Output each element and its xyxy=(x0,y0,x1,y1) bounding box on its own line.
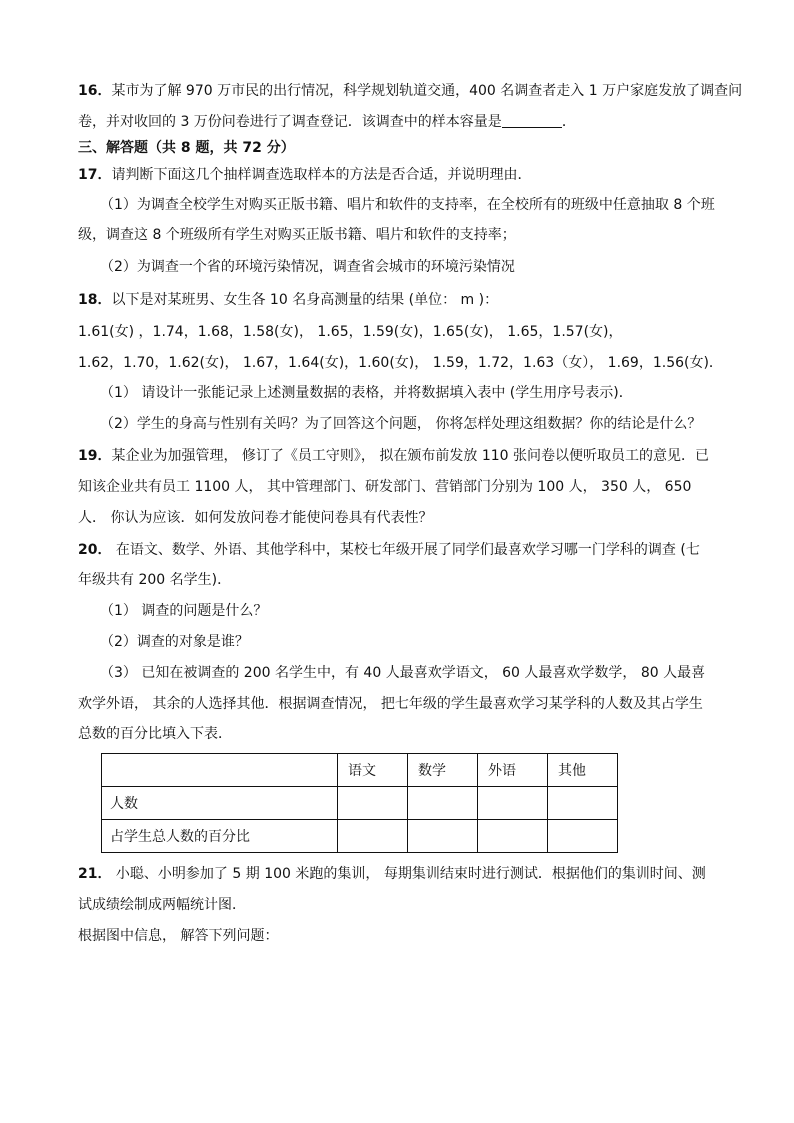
q18-data-line2: 1.62，1.70，1.62(女)， 1.67，1.64(女)，1.60(女)， 1.59，1.72，1.63（女）， 1.69，1.56(女)． xyxy=(78,355,723,371)
q21-line3: 根据图中信息， 解答下列问题： xyxy=(78,928,279,944)
answer-cell[interactable] xyxy=(408,820,478,853)
q20-line2: 年级共有 200 名学生)． xyxy=(78,572,232,588)
q21-line1 xyxy=(78,864,706,884)
answer-blank[interactable] xyxy=(502,113,562,128)
table-header-math: 数学 xyxy=(408,754,478,787)
row-label-percentage: 占学生总人数的百分比 xyxy=(102,820,338,853)
q17-part1-line2: 级，调查这 8 个班级所有学生对购买正版书籍、唱片和软件的支持率； xyxy=(78,227,516,243)
table-header-row xyxy=(102,754,618,787)
q20-part3-line3: 总数的百分比填入下表． xyxy=(78,726,232,742)
q21-number: 21． xyxy=(78,866,112,882)
q19-line2: 知该企业共有员工 1100 人， 其中管理部门、研发部门、营销部门分别为 100 人， 350 人， 650 xyxy=(78,479,692,495)
q18-data-line1: 1.61(女) ，1.74，1.68，1.58(女)， 1.65，1.59(女)，1.65(女)， 1.65，1.57(女)， xyxy=(78,324,623,340)
q21-text-1: 小聪、小明参加了 5 期 100 米跑的集训， 每期集训结束时进行测试．根据他们的集训时间、测 xyxy=(111,866,706,882)
q17-part1-line1: （1）为调查全校学生对购买正版书籍、唱片和软件的支持率，在全校所有的班级中任意抽取 8 个班 xyxy=(100,197,715,213)
q20-part3-line1: （3） 已知在被调查的 200 名学生中，有 40 人最喜欢学语文， 60 人最喜欢学数学， 80 人最喜 xyxy=(100,665,706,681)
q20-part1: （1） 调查的问题是什么？ xyxy=(100,603,268,619)
answer-cell[interactable] xyxy=(338,787,408,820)
answer-cell[interactable] xyxy=(338,820,408,853)
q19-line3: 人． 你认为应该．如何发放问卷才能使问卷具有代表性？ xyxy=(78,510,433,526)
row-label-count: 人数 xyxy=(102,787,338,820)
answer-cell[interactable] xyxy=(548,787,618,820)
q18-stem-line xyxy=(78,290,498,310)
q16-line2 xyxy=(78,112,576,132)
table-row xyxy=(102,787,618,820)
section-heading: 三、解答题（共 8 题，共 72 分） xyxy=(78,140,295,156)
q20-line1 xyxy=(78,540,700,560)
answer-cell[interactable] xyxy=(478,820,548,853)
answer-cell[interactable] xyxy=(478,787,548,820)
table-header-other: 其他 xyxy=(548,754,618,787)
q16-number: 16． xyxy=(78,83,112,99)
q19-number: 19． xyxy=(78,448,112,464)
q17-stem-line xyxy=(78,165,531,185)
answer-cell[interactable] xyxy=(408,787,478,820)
answer-cell[interactable] xyxy=(548,820,618,853)
q19-text-1: 某企业为加强管理， 修订了《员工守则》， 拟在颁布前发放 110 张问卷以便听取员工的意见．已 xyxy=(111,448,710,464)
q20-number: 20． xyxy=(78,542,112,558)
table-header-foreign-language: 外语 xyxy=(478,754,548,787)
q16-line1 xyxy=(78,81,742,101)
q19-line1 xyxy=(78,446,709,466)
table-header-empty xyxy=(102,754,338,787)
q21-line2: 试成绩绘制成两幅统计图． xyxy=(78,897,246,913)
q17-stem: 请判断下面这几个抽样调查选取样本的方法是否合适，并说明理由． xyxy=(111,167,532,183)
q18-stem: 以下是对某班男、女生各 10 名身高测量的结果 (单位： m )： xyxy=(111,292,499,308)
q18-part2: （2）学生的身高与性别有关吗？为了回答这个问题， 你将怎样处理这组数据？你的结论是什么？ xyxy=(100,416,702,432)
q18-number: 18． xyxy=(78,292,112,308)
q16-text-1: 某市为了解 970 万市民的出行情况，科学规划轨道交通，400 名调查者走入 1 万户家庭发放了调查问 xyxy=(111,83,743,99)
q16-text-2: 卷，并对收回的 3 万份问卷进行了调查登记．该调查中的样本容量是 xyxy=(78,114,502,130)
table-row xyxy=(102,820,618,853)
q17-part2: （2）为调查一个省的环境污染情况，调查省会城市的环境污染情况 xyxy=(100,259,515,275)
q17-number: 17． xyxy=(78,167,112,183)
subject-survey-table xyxy=(101,753,618,853)
q20-part3-line2: 欢学外语， 其余的人选择其他．根据调查情况， 把七年级的学生最喜欢学习某学科的人数及其占学生 xyxy=(78,696,703,712)
q18-part1: （1） 请设计一张能记录上述测量数据的表格，并将数据填入表中 (学生用序号表示)． xyxy=(100,385,633,401)
table-header-chinese: 语文 xyxy=(338,754,408,787)
q20-part2: （2）调查的对象是谁？ xyxy=(100,634,249,650)
q16-text-3: ． xyxy=(561,114,576,130)
q20-text-1: 在语文、数学、外语、其他学科中，某校七年级开展了同学们最喜欢学习哪一门学科的调查 (七 xyxy=(111,542,700,558)
